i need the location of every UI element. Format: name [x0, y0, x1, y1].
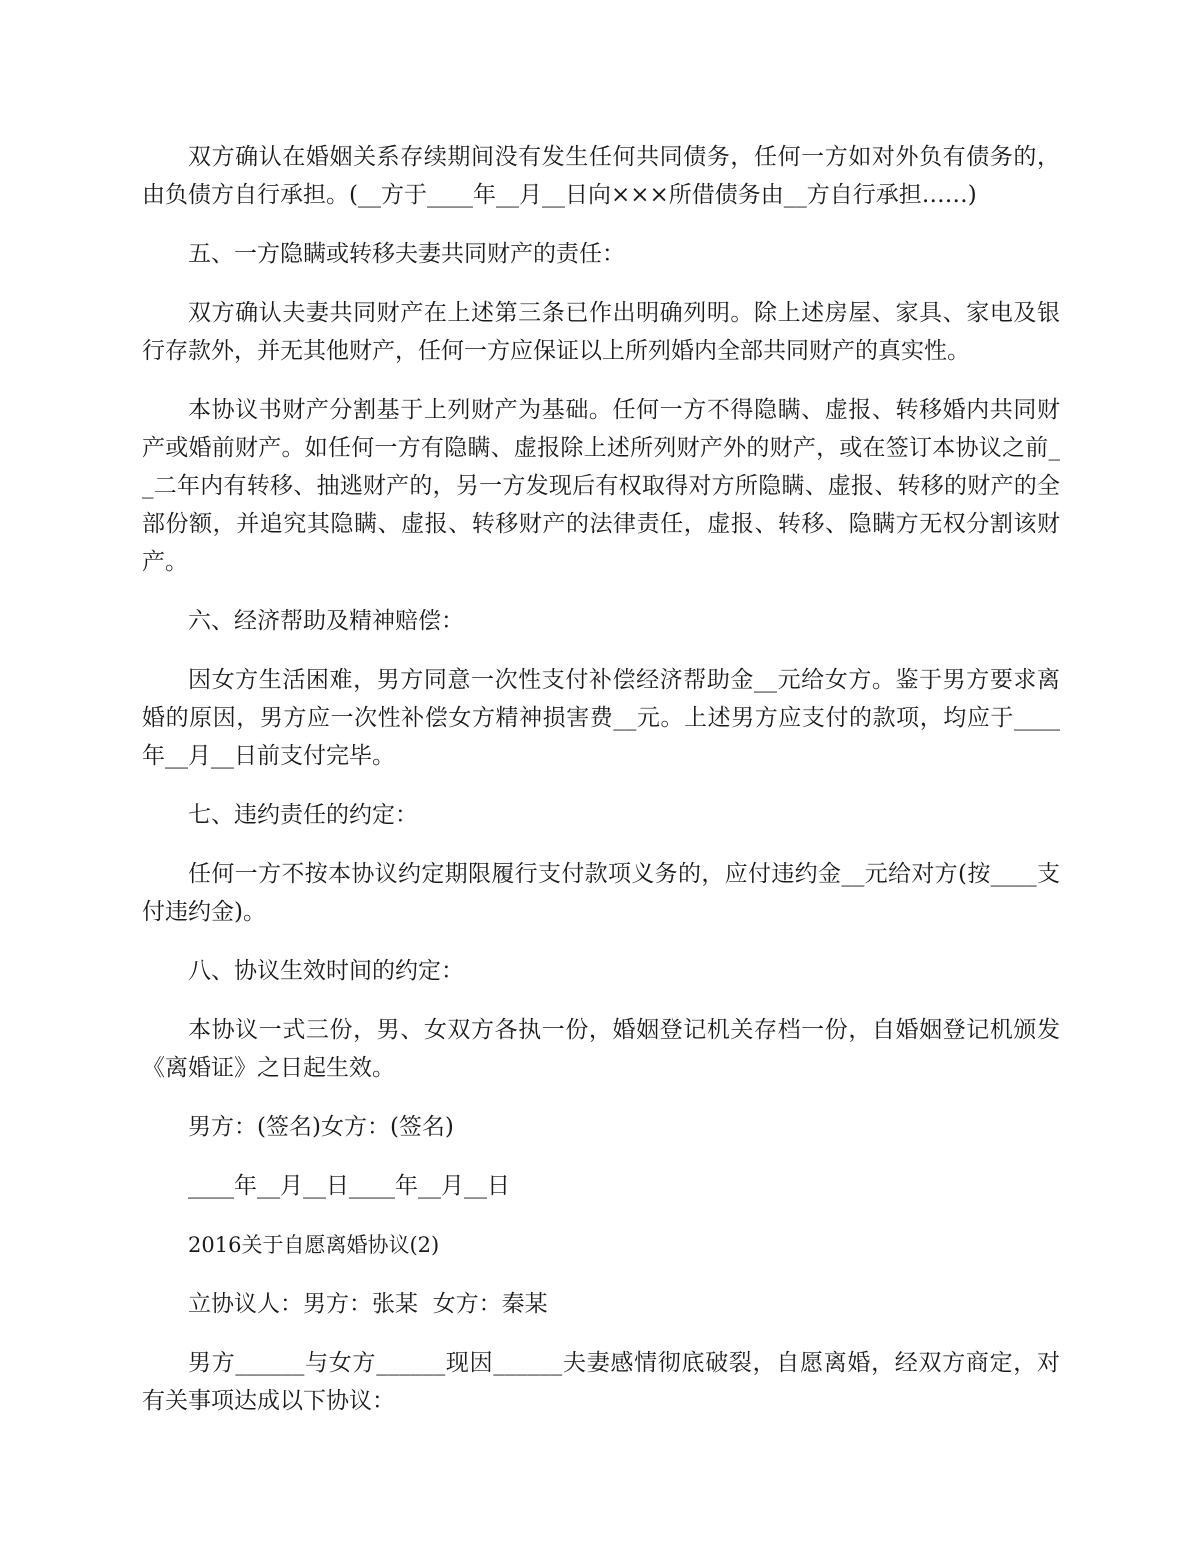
- section-8-heading: 八、协议生效时间的约定：: [188, 958, 464, 984]
- section-6-heading: 六、经济帮助及精神赔偿：: [188, 608, 464, 634]
- parties-line: 立协议人：男方：张某 女方：秦某: [188, 1291, 548, 1317]
- date-line: ____年__月__日____年__月__日: [188, 1173, 510, 1199]
- compensation-paragraph: 因女方生活困难，男方同意一次性支付补偿经济帮助金__元给女方。鉴于男方要求离婚的原因，男方应一次性补偿女方精神损害费__元。上述男方应支付的款项，均应于____年__月__日前支付完毕。: [142, 667, 1060, 769]
- section-5-heading: 五、一方隐瞒或转移夫妻共同财产的责任：: [188, 241, 625, 267]
- breach-paragraph: 任何一方不按本协议约定期限履行支付款项义务的，应付违约金__元给对方(按____支付违约金)。: [142, 861, 1060, 925]
- debt-clause-paragraph: 双方确认在婚姻关系存续期间没有发生任何共同债务，任何一方如对外负有债务的，由负债方自行承担。(__方于____年__月__日向×××所借债务由__方自行承担……): [142, 144, 1060, 208]
- property-confirmation-paragraph: 双方确认夫妻共同财产在上述第三条已作出明确列明。除上述房屋、家具、家电及银行存款外，并无其他财产，任何一方应保证以上所列婚内全部共同财产的真实性。: [142, 300, 1060, 364]
- signature-line: 男方：(签名)女方：(签名): [188, 1114, 454, 1140]
- effective-date-paragraph: 本协议一式三份，男、女双方各执一份，婚姻登记机关存档一份，自婚姻登记机颁发《离婚证》之日起生效。: [142, 1017, 1060, 1081]
- agreement-intro-paragraph: 男方______与女方______现因______夫妻感情彻底破裂，自愿离婚，经双方商定，对有关事项达成以下协议：: [142, 1350, 1060, 1414]
- section-7-heading: 七、违约责任的约定：: [188, 802, 418, 828]
- property-concealment-paragraph: 本协议书财产分割基于上列财产为基础。任何一方不得隐瞒、虚报、转移婚内共同财产或婚前财产。如任何一方有隐瞒、虚报除上述所列财产外的财产，或在签订本协议之前__二年内有转移、抽逃财产的，另一方发现后有权取得对方所隐瞒、虚报、转移的财产的全部份额，并追究其隐瞒、虚报、转移财产的法律责任，虚报、转移、隐瞒方无权分割该财产。: [142, 397, 1060, 575]
- agreement-2-title: 2016关于自愿离婚协议(2): [188, 1233, 440, 1257]
- document-page: [142, 138, 1060, 1441]
